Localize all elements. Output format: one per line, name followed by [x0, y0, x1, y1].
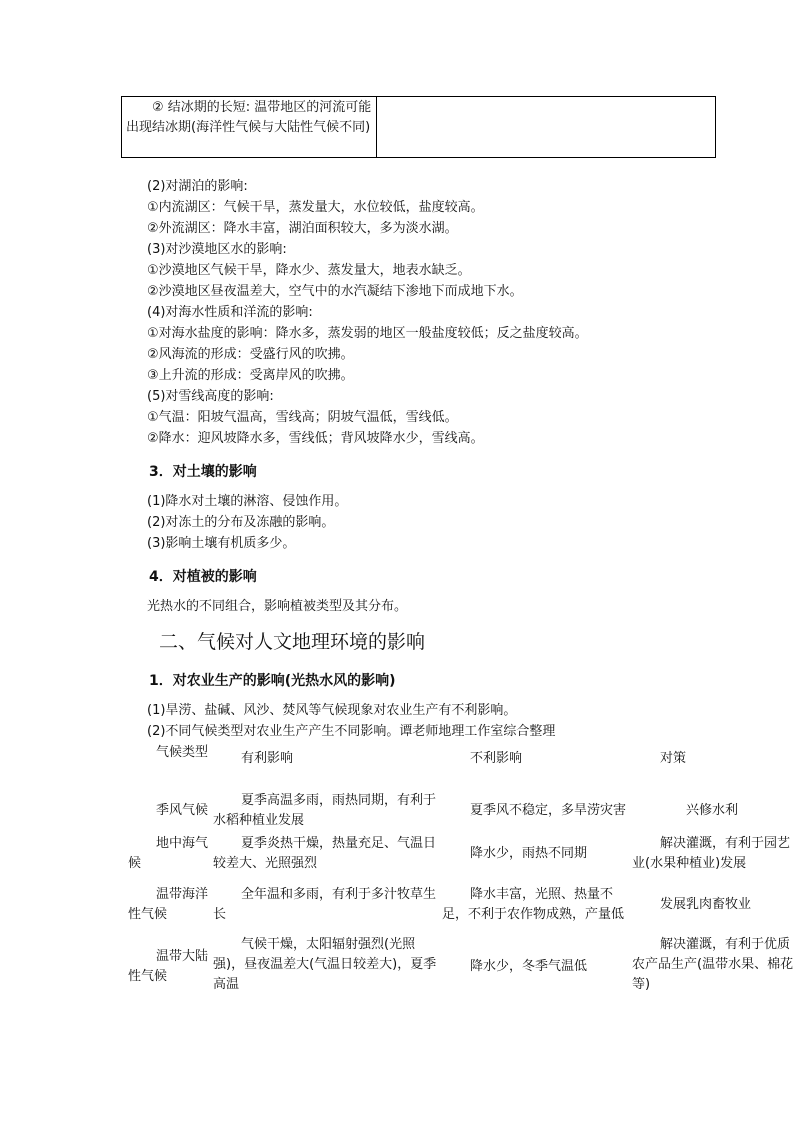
- list-item: (3)对沙漠地区水的影响:: [147, 242, 287, 257]
- table-cell: 降水丰富，光照、热量不足，不利于农作物成熟，产量低: [442, 887, 625, 922]
- list-item: ③上升流的形成：受离岸风的吹拂。: [147, 368, 354, 383]
- soil-list: [147, 491, 767, 554]
- header-climate-type: 气候类型: [156, 745, 209, 760]
- vegetation-list: [147, 596, 767, 617]
- list-item: ②外流湖区：降水丰富，湖泊面积较大，多为淡水湖。: [147, 221, 458, 236]
- table-row: [128, 833, 794, 875]
- table-cell: 降水少，冬季气温低: [470, 959, 588, 974]
- table-cell: 温带大陆性气候: [128, 949, 209, 984]
- list-item: (3)影响土壤有机质多少。: [147, 536, 296, 551]
- table-cell: 季风气候: [156, 803, 209, 818]
- list-item: ①内流湖区：气候干旱，蒸发量大，水位较低，盐度较高。: [147, 200, 484, 215]
- table-cell: 全年温和多雨，有利于多汁牧草生长: [213, 887, 437, 922]
- list-item: (2)对冻土的分布及冻融的影响。: [147, 515, 335, 530]
- table-cell: 解决灌溉，有利于优质农产品生产(温带水果、棉花等): [632, 937, 794, 992]
- list-item: (2)对湖泊的影响:: [147, 179, 248, 194]
- header-favorable: 有利影响: [241, 751, 294, 766]
- list-item: ①对海水盐度的影响：降水多，蒸发弱的地区一般盐度较低；反之盐度较高。: [147, 326, 588, 341]
- agriculture-heading: 1．对农业生产的影响(光热水风的影响): [149, 673, 396, 689]
- list-item: (2)不同气候类型对农业生产产生不同影响。谭老师地理工作室综合整理: [147, 724, 556, 739]
- table-row: [128, 935, 794, 999]
- header-unfavorable: 不利影响: [470, 751, 523, 766]
- list-item: 光热水的不同组合，影响植被类型及其分布。: [147, 599, 408, 614]
- list-item: ②降水：迎风坡降水多，雪线低；背风坡降水少，雪线高。: [147, 431, 484, 446]
- list-item: (5)对雪线高度的影响:: [147, 389, 274, 404]
- list-item: (4)对海水性质和洋流的影响:: [147, 305, 313, 320]
- agriculture-list: [147, 700, 767, 742]
- table-row: [128, 875, 794, 935]
- list-item: (1)降水对土壤的淋溶、侵蚀作用。: [147, 494, 348, 509]
- table-cell: 夏季高温多雨，雨热同期，有利于水稻种植业发展: [213, 793, 437, 828]
- table-cell: 温带海洋性气候: [128, 887, 209, 922]
- table-cell: 降水少，雨热不同期: [470, 846, 588, 861]
- table-header-row: [128, 743, 794, 789]
- table-cell: 兴修水利: [686, 803, 739, 818]
- list-item: ②沙漠地区昼夜温差大，空气中的水汽凝结下渗地下而成地下水。: [147, 284, 523, 299]
- vegetation-heading: 4．对植被的影响: [149, 569, 257, 585]
- table-cell: 解决灌溉，有利于园艺业(水果种植业)发展: [632, 836, 791, 871]
- soil-heading: 3．对土壤的影响: [149, 464, 257, 480]
- water-influence-list: [147, 176, 767, 449]
- climate-agriculture-table: [128, 743, 794, 999]
- table-cell-left: ② 结冰期的长短: 温带地区的河流可能出现结冰期(海洋性气候与大陆性气候不同): [122, 97, 377, 158]
- list-item: (1)旱涝、盐碱、风沙、焚风等气候现象对农业生产有不利影响。: [147, 703, 517, 718]
- table-cell: 夏季炎热干燥，热量充足、气温日较差大、光照强烈: [213, 836, 437, 871]
- section-two-heading: 二、气候对人文地理环境的影响: [159, 631, 426, 653]
- header-countermeasure: 对策: [660, 751, 687, 766]
- table-cell: 气候干燥，太阳辐射强烈(光照强)，昼夜温差大(气温日较差大)，夏季高温: [213, 937, 437, 992]
- table-row: [128, 789, 794, 833]
- table-cell: 地中海气候: [128, 836, 209, 871]
- table-row: [122, 97, 716, 158]
- continuation-table: [121, 96, 716, 158]
- list-item: ①沙漠地区气候干旱，降水少、蒸发量大，地表水缺乏。: [147, 263, 471, 278]
- table-cell: 夏季风不稳定，多旱涝灾害: [470, 803, 627, 818]
- list-item: ①气温：阳坡气温高，雪线高；阴坡气温低，雪线低。: [147, 410, 458, 425]
- list-item: ②风海流的形成：受盛行风的吹拂。: [147, 347, 354, 362]
- table-cell: 发展乳肉畜牧业: [660, 897, 752, 912]
- table-cell-right: [377, 97, 716, 158]
